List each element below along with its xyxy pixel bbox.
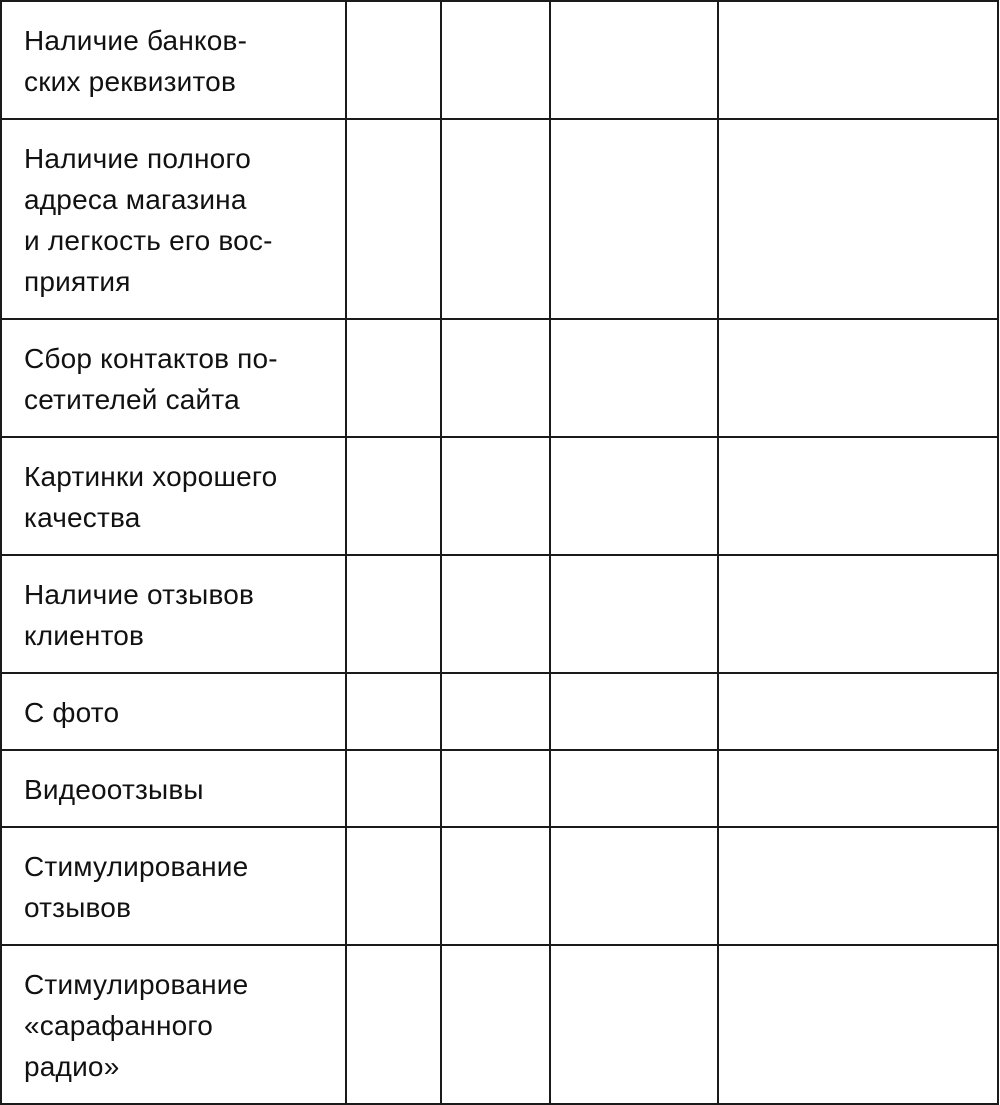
criterion-label: Сбор контактов по- сетителей сайта: [1, 319, 346, 437]
rating-cell: [441, 319, 550, 437]
rating-cell: [441, 750, 550, 827]
rating-cell: [550, 945, 718, 1104]
rating-cell: [718, 1, 998, 119]
table-row: [1, 945, 998, 1104]
rating-cell: [718, 945, 998, 1104]
rating-cell: [718, 750, 998, 827]
rating-cell: [718, 437, 998, 555]
rating-cell: [441, 555, 550, 673]
criterion-label: Наличие банков- ских реквизитов: [1, 1, 346, 119]
rating-cell: [550, 437, 718, 555]
table-row: [1, 437, 998, 555]
table-body: [1, 1, 998, 1104]
criterion-label: С фото: [1, 673, 346, 750]
rating-cell: [550, 119, 718, 319]
rating-cell: [346, 119, 441, 319]
table-row: [1, 319, 998, 437]
rating-cell: [346, 827, 441, 945]
criterion-label: Картинки хорошего качества: [1, 437, 346, 555]
table-row: [1, 750, 998, 827]
rating-cell: [550, 827, 718, 945]
rating-cell: [718, 673, 998, 750]
rating-cell: [441, 827, 550, 945]
rating-cell: [346, 437, 441, 555]
rating-cell: [441, 945, 550, 1104]
table-row: [1, 555, 998, 673]
rating-cell: [441, 1, 550, 119]
criterion-label: Стимулирование «сарафанного радио»: [1, 945, 346, 1104]
rating-cell: [346, 1, 441, 119]
rating-cell: [346, 319, 441, 437]
table-row: [1, 119, 998, 319]
rating-cell: [346, 673, 441, 750]
rating-cell: [441, 119, 550, 319]
rating-cell: [441, 673, 550, 750]
rating-cell: [346, 555, 441, 673]
table-row: [1, 1, 998, 119]
rating-cell: [718, 319, 998, 437]
table-row: [1, 673, 998, 750]
rating-cell: [346, 945, 441, 1104]
rating-cell: [346, 750, 441, 827]
rating-cell: [550, 750, 718, 827]
rating-cell: [718, 827, 998, 945]
criterion-label: Стимулирование отзывов: [1, 827, 346, 945]
rating-cell: [550, 673, 718, 750]
rating-cell: [718, 119, 998, 319]
rating-cell: [550, 1, 718, 119]
rating-cell: [718, 555, 998, 673]
rating-cell: [441, 437, 550, 555]
rating-cell: [550, 319, 718, 437]
criterion-label: Наличие отзывов клиентов: [1, 555, 346, 673]
table-row: [1, 827, 998, 945]
rating-cell: [550, 555, 718, 673]
criterion-label: Наличие полного адреса магазина и легкость его вос- приятия: [1, 119, 346, 319]
criterion-label: Видеоотзывы: [1, 750, 346, 827]
